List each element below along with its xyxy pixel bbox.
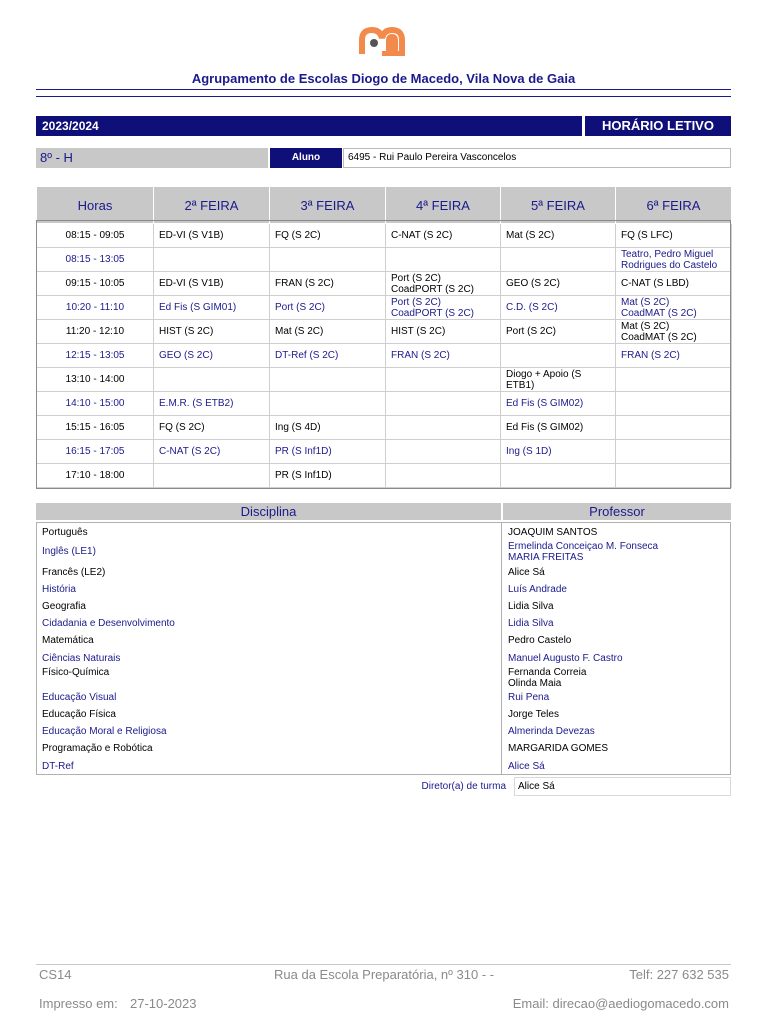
header-terca: 3ª FEIRA [270, 187, 386, 224]
schedule-header-row [37, 187, 732, 224]
schedule-class-cell [386, 416, 501, 440]
footer-divider [36, 964, 731, 965]
schedule-class-cell [386, 248, 501, 272]
schedule-class-cell: C-NAT (S 2C) [386, 224, 501, 248]
schedule-class-cell: FQ (S LFC) [616, 224, 732, 248]
teacher-name: Jorge Teles [508, 709, 559, 720]
discipline-name: Físico-Química [42, 667, 110, 678]
schedule-class-cell: GEO (S 2C) [154, 344, 270, 368]
student-value: 6495 - Rui Paulo Pereira Vasconcelos [343, 148, 731, 168]
schedule-row [37, 344, 732, 368]
schedule-table [36, 186, 732, 488]
schedule-class-cell: Ed Fis (S GIM02) [501, 392, 616, 416]
schedule-class-cell: FRAN (S 2C) [616, 344, 732, 368]
teacher-name: Fernanda Correia Olinda Maia [508, 667, 587, 689]
schedule-class-cell: HIST (S 2C) [154, 320, 270, 344]
schedule-class-cell: Diogo + Apoio (S ETB1) [501, 368, 616, 392]
schedule-time-cell: 14:10 - 15:00 [37, 392, 154, 416]
schedule-class-cell: E.M.R. (S ETB2) [154, 392, 270, 416]
schedule-row [37, 272, 732, 296]
teacher-name: Alice Sá [508, 761, 545, 772]
discipline-name: Inglês (LE1) [42, 546, 96, 557]
schedule-time-cell: 08:15 - 13:05 [37, 248, 154, 272]
schedule-class-cell [154, 248, 270, 272]
footer-phone: Telf: 227 632 535 [629, 967, 729, 982]
schedule-row [37, 296, 732, 320]
schedule-class-cell: C.D. (S 2C) [501, 296, 616, 320]
schedule-class-cell: HIST (S 2C) [386, 320, 501, 344]
schedule-class-cell: C-NAT (S 2C) [154, 440, 270, 464]
schedule-class-cell: Teatro, Pedro Miguel Rodrigues do Castelo [616, 248, 732, 272]
schedule-class-cell [616, 368, 732, 392]
director-value: Alice Sá [514, 777, 731, 796]
schedule-class-cell: Mat (S 2C) [501, 224, 616, 248]
schedule-class-cell [386, 368, 501, 392]
discipline-name: Português [42, 527, 88, 538]
schedule-class-cell: FQ (S 2C) [270, 224, 386, 248]
schedule-class-cell: Mat (S 2C) CoadMAT (S 2C) [616, 320, 732, 344]
schedule-class-cell: GEO (S 2C) [501, 272, 616, 296]
discipline-name: DT-Ref [42, 761, 74, 772]
schedule-class-cell [501, 248, 616, 272]
teacher-name: Manuel Augusto F. Castro [508, 653, 623, 664]
footer-address: Rua da Escola Preparatória, nº 310 - - [274, 967, 495, 982]
discipline-name: História [42, 584, 76, 595]
schedule-time-cell: 12:15 - 13:05 [37, 344, 154, 368]
schedule-row [37, 416, 732, 440]
schedule-class-cell [616, 416, 732, 440]
teacher-name: MARGARIDA GOMES [508, 743, 609, 754]
teacher-name: Almerinda Devezas [508, 726, 595, 737]
schedule-class-cell: Ed Fis (S GIM02) [501, 416, 616, 440]
schedule-class-cell [616, 464, 732, 488]
schedule-class-cell: ED-VI (S V1B) [154, 272, 270, 296]
teacher-name: Pedro Castelo [508, 635, 572, 646]
discipline-name: Matemática [42, 635, 94, 646]
director-label: Diretor(a) de turma [421, 781, 506, 792]
header-quarta: 4ª FEIRA [386, 187, 501, 224]
teacher-name: Lidia Silva [508, 618, 554, 629]
schedule-class-cell: FRAN (S 2C) [386, 344, 501, 368]
teacher-name: Luís Andrade [508, 584, 567, 595]
discipline-name: Geografia [42, 601, 86, 612]
teacher-name: Rui Pena [508, 692, 550, 703]
schedule-class-cell: Ed Fis (S GIM01) [154, 296, 270, 320]
schedule-class-cell [386, 392, 501, 416]
schedule-class-cell [501, 464, 616, 488]
schedule-row [37, 392, 732, 416]
schedule-class-cell: FQ (S 2C) [154, 416, 270, 440]
discipline-header: Disciplina [36, 503, 501, 520]
discipline-name: Educação Visual [42, 692, 117, 703]
discipline-name: Programação e Robótica [42, 743, 153, 754]
discipline-name: Cidadania e Desenvolvimento [42, 618, 175, 629]
schedule-class-cell: Port (S 2C) CoadPORT (S 2C) [386, 296, 501, 320]
footer-printed-label: Impresso em: [39, 996, 118, 1011]
schedule-class-cell [154, 368, 270, 392]
schedule-class-cell [270, 392, 386, 416]
class-name: 8º - H [36, 148, 268, 168]
schedule-row [37, 464, 732, 488]
schedule-class-cell: Port (S 2C) CoadPORT (S 2C) [386, 272, 501, 296]
header-horas: Horas [37, 187, 154, 224]
schedule-class-cell [154, 464, 270, 488]
schedule-class-cell [386, 440, 501, 464]
schedule-row [37, 248, 732, 272]
header-segunda: 2ª FEIRA [154, 187, 270, 224]
schedule-class-cell: Mat (S 2C) CoadMAT (S 2C) [616, 296, 732, 320]
teacher-name: Lidia Silva [508, 601, 554, 612]
schedule-time-cell: 08:15 - 09:05 [37, 224, 154, 248]
discipline-name: Educação Moral e Religiosa [42, 726, 167, 737]
schedule-class-cell: DT-Ref (S 2C) [270, 344, 386, 368]
footer-email: Email: direcao@aediogomacedo.com [512, 996, 729, 1011]
schedule-class-cell [386, 464, 501, 488]
schedule-class-cell [616, 440, 732, 464]
discipline-name: Francês (LE2) [42, 567, 106, 578]
discipline-name: Educação Física [42, 709, 116, 720]
teacher-name: JOAQUIM SANTOS [508, 527, 598, 538]
teacher-header: Professor [503, 503, 731, 520]
schedule-class-cell: PR (S Inf1D) [270, 440, 386, 464]
schedule-time-cell: 17:10 - 18:00 [37, 464, 154, 488]
teacher-name: Ermelinda Conceiçao M. Fonseca MARIA FREITAS [508, 541, 659, 563]
schedule-time-cell: 15:15 - 16:05 [37, 416, 154, 440]
schedule-class-cell: FRAN (S 2C) [270, 272, 386, 296]
schedule-class-cell [501, 344, 616, 368]
schedule-class-cell: PR (S Inf1D) [270, 464, 386, 488]
teacher-name: Alice Sá [508, 567, 545, 578]
document-title: HORÁRIO LETIVO [585, 116, 731, 136]
schedule-class-cell: Port (S 2C) [501, 320, 616, 344]
school-name: Agrupamento de Escolas Diogo de Macedo, Vila Nova de Gaia [191, 71, 576, 86]
schedule-time-cell: 16:15 - 17:05 [37, 440, 154, 464]
discipline-divider [501, 522, 502, 775]
schedule-row [37, 368, 732, 392]
schedule-time-cell: 13:10 - 14:00 [37, 368, 154, 392]
schedule-class-cell: ED-VI (S V1B) [154, 224, 270, 248]
schedule-row [37, 440, 732, 464]
schedule-class-cell [616, 392, 732, 416]
schedule-class-cell: Port (S 2C) [270, 296, 386, 320]
footer-code: CS14 [39, 967, 72, 982]
divider [36, 89, 731, 90]
schedule-class-cell: Ing (S 1D) [501, 440, 616, 464]
schedule-time-cell: 11:20 - 12:10 [37, 320, 154, 344]
schedule-time-cell: 10:20 - 11:10 [37, 296, 154, 320]
school-logo [358, 26, 406, 56]
footer-printed-date: 27-10-2023 [130, 996, 197, 1011]
header-sexta: 6ª FEIRA [616, 187, 732, 224]
schedule-class-cell: Ing (S 4D) [270, 416, 386, 440]
header-quinta: 5ª FEIRA [501, 187, 616, 224]
schedule-class-cell [270, 368, 386, 392]
schedule-row [37, 320, 732, 344]
discipline-name: Ciências Naturais [42, 653, 121, 664]
student-label: Aluno [270, 148, 342, 168]
divider [36, 96, 731, 97]
schedule-class-cell [270, 248, 386, 272]
schedule-time-cell: 09:15 - 10:05 [37, 272, 154, 296]
schedule-class-cell: C-NAT (S LBD) [616, 272, 732, 296]
school-year: 2023/2024 [36, 116, 582, 136]
schedule-class-cell: Mat (S 2C) [270, 320, 386, 344]
schedule-row [37, 224, 732, 248]
